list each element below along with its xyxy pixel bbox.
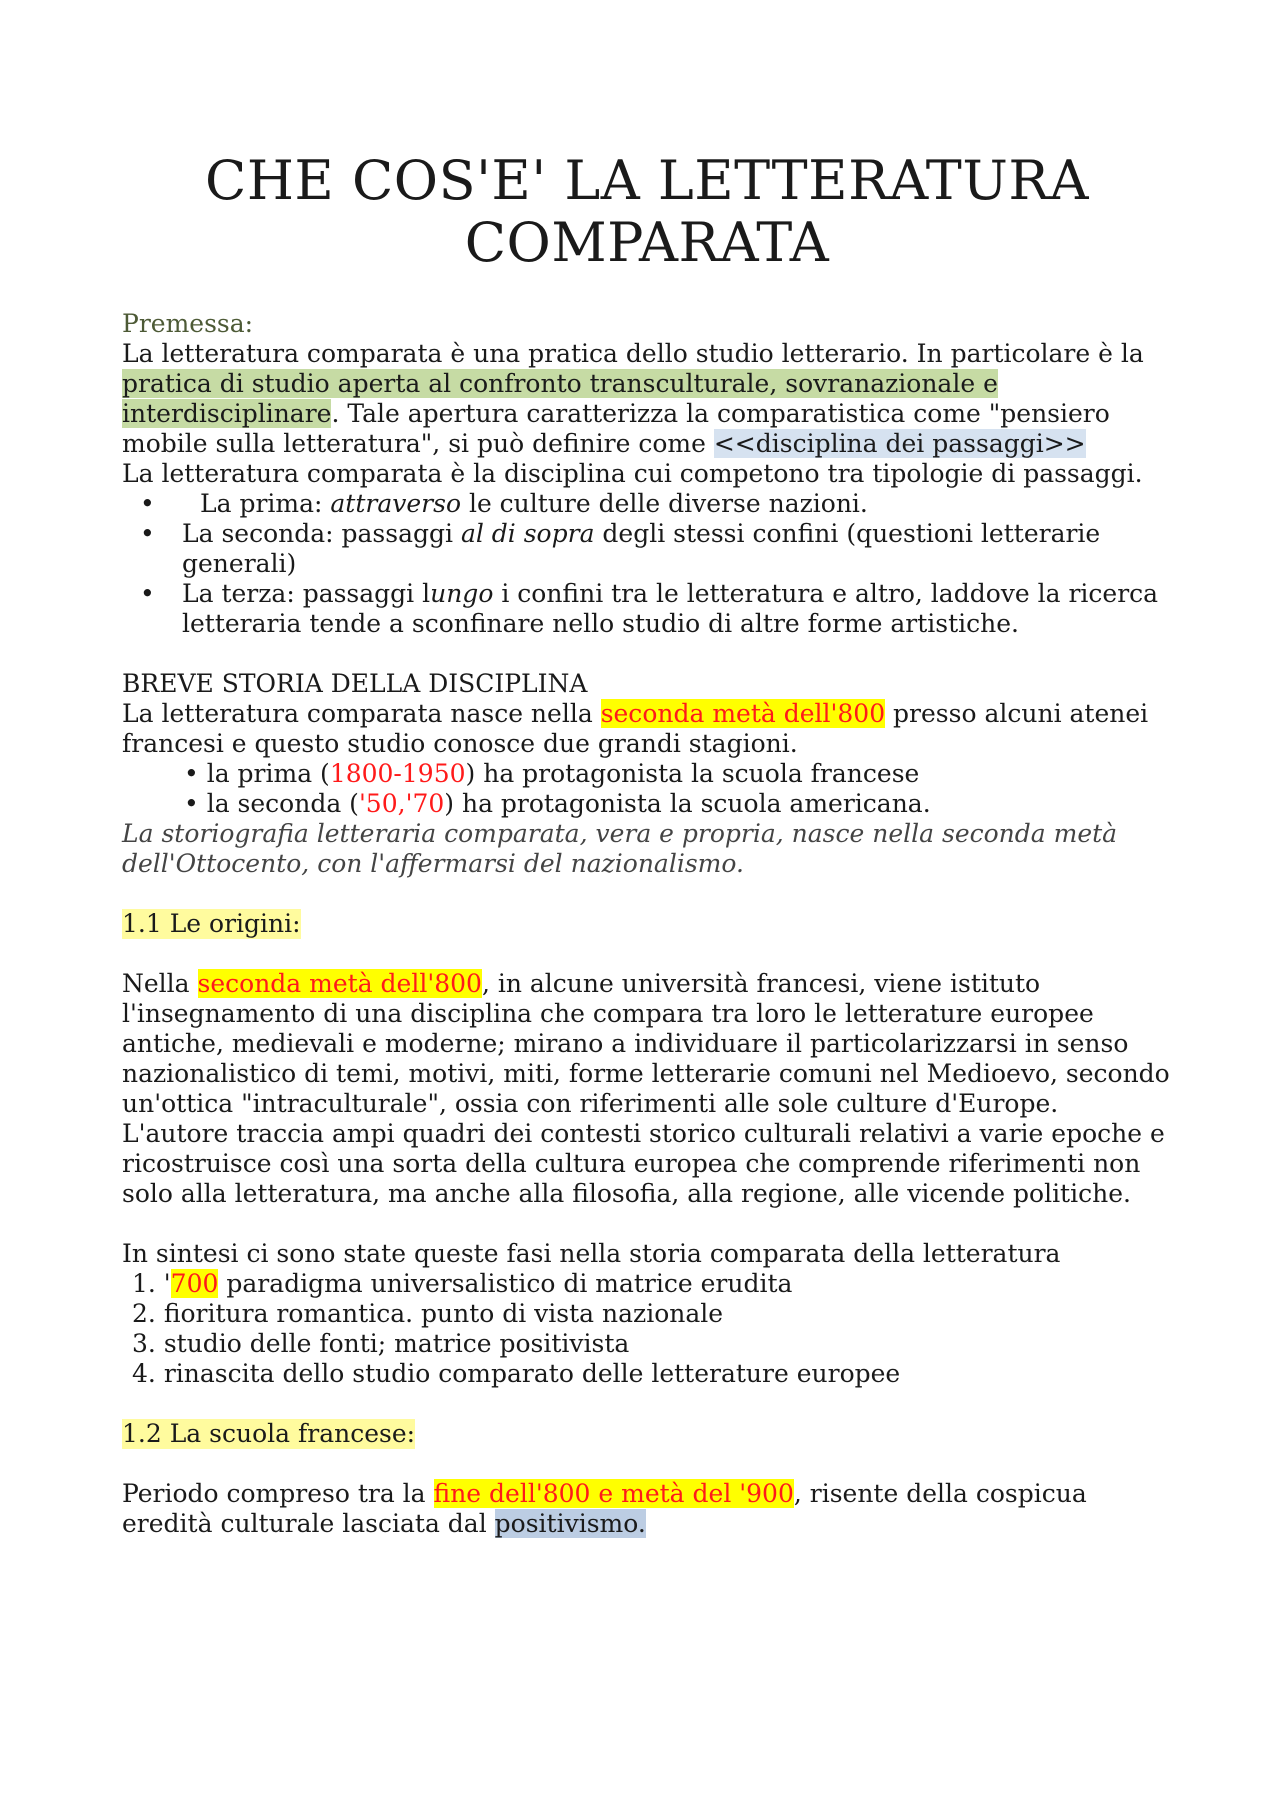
yellow-highlight: seconda metà dell'800 — [600, 699, 886, 728]
text-run: paradigma universalistico di matrice erudita — [218, 1269, 793, 1298]
text-run: fioritura romantica. punto di vista nazionale — [163, 1299, 724, 1328]
premessa-label: Premessa: — [122, 309, 254, 338]
text-run: La letteratura comparata è una pratica dello studio letterario. In particolare è la — [122, 339, 1144, 368]
storiografia-italic-note: La storiografia letteraria comparata, vera e propria, nasce nella seconda metà dell'Ottocento, con l'affermarsi del nazionalismo. — [122, 819, 1118, 878]
document-page — [122, 0, 1172, 1539]
green-highlight: pratica di studio aperta al confronto transculturale, sovranazionale e interdisciplinare — [122, 369, 998, 428]
phases-list — [122, 1269, 1172, 1389]
italic-run: attraverso — [330, 489, 461, 518]
text-run: , in alcune università francesi, viene istituto l'insegnamento di una disciplina che compara tra loro le letterature europee antiche, medievali e moderne; mirano a individuare il particolarizzarsi in senso nazionalistico di temi, motivi, miti, forme letterarie comuni nel Medioevo, secondo un'ottica "intraculturale", ossia con riferimenti alle sole culture d'Europe. — [122, 969, 1170, 1118]
scuola-francese-paragraph — [122, 1479, 1172, 1539]
text-run: . Tale apertura caratterizza la comparatistica come "pensiero mobile sulla letteratura", si può definire come — [122, 399, 1110, 458]
premessa-paragraph-1 — [122, 339, 1172, 459]
italic-run: al di sopra — [460, 519, 595, 548]
text-run: ) ha protagonista la scuola francese — [465, 759, 920, 788]
origini-heading: 1.1 Le origini: — [122, 909, 301, 938]
premessa-paragraph-2: La letteratura comparata è la disciplina cui competono tra tipologie di passaggi. — [122, 459, 1143, 488]
stagione-item-2 — [122, 789, 1172, 819]
list-item — [122, 489, 1172, 519]
blue-highlight: <<disciplina dei passaggi>> — [713, 429, 1086, 458]
origini-paragraph-2: L'autore traccia ampi quadri dei contesti storico culturali relativi a varie epoche e ricostruisce così una sorta della cultura europea che comprende riferimenti non solo alla letteratura, ma anche alla filosofia, alla regione, alle vicende politiche. — [122, 1119, 1165, 1208]
bullet-icon: • — [140, 579, 155, 608]
text-run: rinascita dello studio comparato delle letterature europee — [163, 1359, 901, 1388]
text-run: Nella — [122, 969, 198, 998]
red-text: 1800-1950 — [329, 759, 466, 788]
text-run: studio delle fonti; matrice positivista — [163, 1329, 630, 1358]
list-item — [122, 579, 1172, 639]
bullet-icon: • — [140, 489, 155, 518]
title-line-1: CHE COS'E' LA LETTERATURA — [205, 149, 1089, 212]
passaggi-list — [122, 489, 1172, 639]
yellow-highlight: seconda metà dell'800 — [197, 969, 482, 998]
stagione-item-1 — [122, 759, 1172, 789]
list-item — [122, 1329, 1172, 1359]
title-line-2: COMPARATA — [464, 211, 830, 274]
list-number: 3. — [132, 1329, 164, 1358]
breve-storia-heading: BREVE STORIA DELLA DISCIPLINA — [122, 669, 588, 698]
text-run: La prima: — [200, 489, 331, 518]
text-run: , risente della cospicua eredità culturale lasciata dal — [122, 1479, 1087, 1538]
list-item — [122, 1269, 1172, 1299]
text-run: degli stessi confini (questioni letterarie generali) — [182, 519, 1101, 578]
document-body — [122, 309, 1172, 1539]
text-run: La terza: passaggi l — [182, 579, 431, 608]
text-run: • la seconda ( — [184, 789, 359, 818]
origini-paragraph-1 — [122, 969, 1172, 1119]
document-title — [122, 150, 1172, 274]
list-item — [122, 1359, 1172, 1389]
text-run: • la prima ( — [184, 759, 330, 788]
origini-paragraph-3: In sintesi ci sono state queste fasi nella storia comparata della letteratura — [122, 1239, 1061, 1268]
italic-run: ungo — [430, 579, 494, 608]
bullet-icon: • — [140, 519, 155, 548]
text-run: i confini tra le letteratura e altro, laddove la ricerca letteraria tende a sconfinare nello studio di altre forme artistiche. — [182, 579, 1159, 638]
list-number: 2. — [132, 1299, 164, 1328]
text-run: La seconda: passaggi — [182, 519, 461, 548]
text-run: presso alcuni atenei francesi e questo studio conosce due grandi stagioni. — [122, 699, 1149, 758]
text-run: La letteratura comparata nasce nella — [122, 699, 601, 728]
list-item — [122, 519, 1172, 579]
list-number: 1. ' — [132, 1269, 171, 1298]
yellow-highlight: 700 — [170, 1269, 219, 1298]
yellow-highlight: fine dell'800 e metà del '900 — [433, 1479, 794, 1508]
breve-storia-paragraph — [122, 699, 1172, 759]
text-run: ) ha protagonista la scuola americana. — [444, 789, 931, 818]
text-run: le culture delle diverse nazioni. — [461, 489, 868, 518]
scuola-francese-heading: 1.2 La scuola francese: — [122, 1419, 416, 1448]
red-text: '50,'70 — [358, 789, 445, 818]
list-number: 4. — [132, 1359, 164, 1388]
text-run: Periodo compreso tra la — [122, 1479, 434, 1508]
list-item — [122, 1299, 1172, 1329]
blue-highlight: positivismo. — [494, 1509, 646, 1538]
